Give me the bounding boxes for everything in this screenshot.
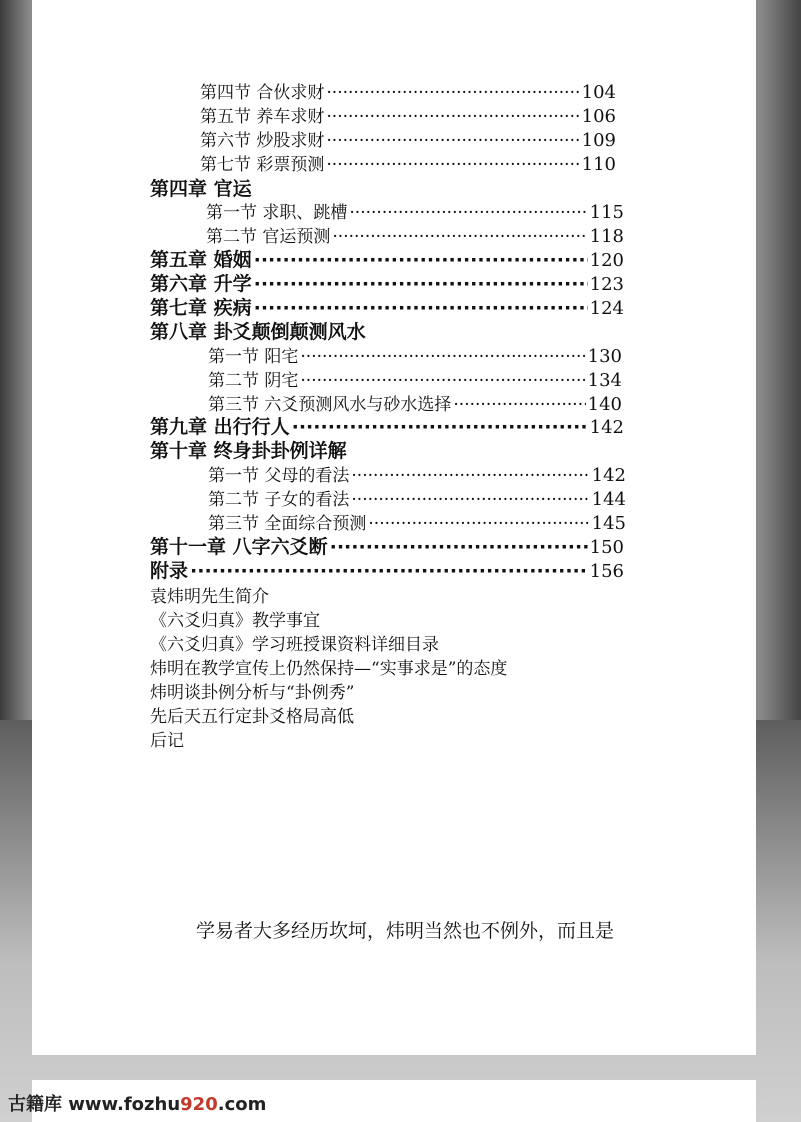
leader-dots [254,297,588,319]
appendix-item: 《六爻归真》教学事宜 [150,611,320,631]
appendix-item: 先后天五行定卦爻格局高低 [150,707,354,727]
toc-title: 第二节 官运预测 [206,227,331,247]
toc-entry[interactable] [208,366,622,391]
toc-page-number: 123 [589,274,624,295]
toc-entry[interactable] [206,198,624,223]
toc-title: 第九章 出行行人 [150,416,290,438]
site-watermark [8,1090,266,1116]
leader-dots [332,227,587,247]
watermark-number: 920 [180,1094,218,1115]
toc-title: 第四章 官运 [150,178,252,200]
toc-title: 第四节 合伙求财 [200,83,325,103]
toc-title: 第十一章 八字六爻断 [150,536,328,558]
leader-dots [330,536,588,558]
toc-entry[interactable] [200,78,616,103]
toc-chapter[interactable] [150,245,624,272]
toc-page-number: 144 [591,489,626,510]
toc-entry[interactable] [200,126,616,151]
toc-chapter[interactable] [150,174,570,201]
leader-dots [351,490,589,510]
toc-page-number: 134 [587,370,622,391]
watermark-text: 古籍库 www.fozhu [8,1094,181,1115]
appendix-item: 炜明谈卦例分析与“卦例秀” [150,683,355,703]
toc-page-number: 156 [589,561,624,582]
leader-dots [326,107,579,127]
toc-chapter[interactable] [150,317,570,344]
appendix-item: 袁炜明先生简介 [150,587,269,607]
toc-page-number: 145 [591,513,626,534]
toc-page-number: 115 [589,202,624,223]
toc-entry[interactable] [200,102,616,127]
toc-page-number: 130 [587,346,622,367]
toc-entry[interactable] [208,485,626,510]
toc-page-number: 109 [581,130,616,151]
toc-entry[interactable] [200,150,616,175]
leader-dots [300,347,585,367]
toc-title: 第七章 疾病 [150,297,252,319]
toc-title: 第二节 子女的看法 [208,490,350,510]
toc-chapter[interactable] [150,532,624,559]
toc-title: 第一节 阳宅 [208,347,299,367]
toc-title: 第三节 六爻预测风水与砂水选择 [208,395,452,415]
watermark-tail: .com [217,1094,267,1115]
toc-entry[interactable] [208,461,626,486]
leader-dots [368,514,589,534]
toc-entry[interactable] [208,342,622,367]
toc-title: 第六章 升学 [150,273,252,295]
leader-dots [326,155,579,175]
toc-page-number: 142 [589,417,624,438]
leader-dots [351,466,589,486]
appendix-item: 后记 [150,731,184,751]
toc-page-number: 124 [589,298,624,319]
leader-dots [326,131,579,151]
toc-title: 附录 [150,560,189,582]
toc-chapter[interactable] [150,436,570,463]
toc-title: 第八章 卦爻颠倒颠测风水 [150,321,366,343]
toc-page-number: 150 [589,537,624,558]
toc-entry[interactable] [208,509,626,534]
toc-title: 第一节 父母的看法 [208,466,350,486]
toc-page-number: 142 [591,465,626,486]
leader-dots [292,416,588,438]
leader-dots [254,249,588,271]
document-page [32,0,756,1055]
leader-dots [349,203,587,223]
toc-page-number: 118 [589,226,624,247]
leader-dots [300,371,585,391]
toc-title: 第三节 全面综合预测 [208,514,367,534]
toc-title: 第七节 彩票预测 [200,155,325,175]
toc-title: 第五章 婚姻 [150,249,252,271]
toc-chapter[interactable] [150,269,624,296]
toc-page-number: 120 [589,250,624,271]
toc-chapter[interactable] [150,293,624,320]
toc-title: 第二节 阴宅 [208,371,299,391]
leader-dots [326,83,579,103]
toc-title: 第六节 炒股求财 [200,131,325,151]
leader-dots [254,273,588,295]
toc-title: 第十章 终身卦卦例详解 [150,440,347,462]
toc-chapter[interactable] [150,412,624,439]
toc-page-number: 140 [587,394,622,415]
toc-entry[interactable] [206,222,624,247]
toc-title: 第一节 求职、跳槽 [206,203,348,223]
body-paragraph: 学易者大多经历坎坷，炜明当然也不例外，而且是 [196,920,615,942]
toc-page-number: 110 [581,154,616,175]
toc-page-number: 106 [581,106,616,127]
leader-dots [190,560,588,582]
toc-appendix[interactable] [150,556,624,583]
toc-page-number: 104 [581,82,616,103]
appendix-item: 炜明在教学宣传上仍然保持—“实事求是”的态度 [150,659,508,679]
appendix-item: 《六爻归真》学习班授课资料详细目录 [150,635,439,655]
toc-title: 第五节 养车求财 [200,107,325,127]
